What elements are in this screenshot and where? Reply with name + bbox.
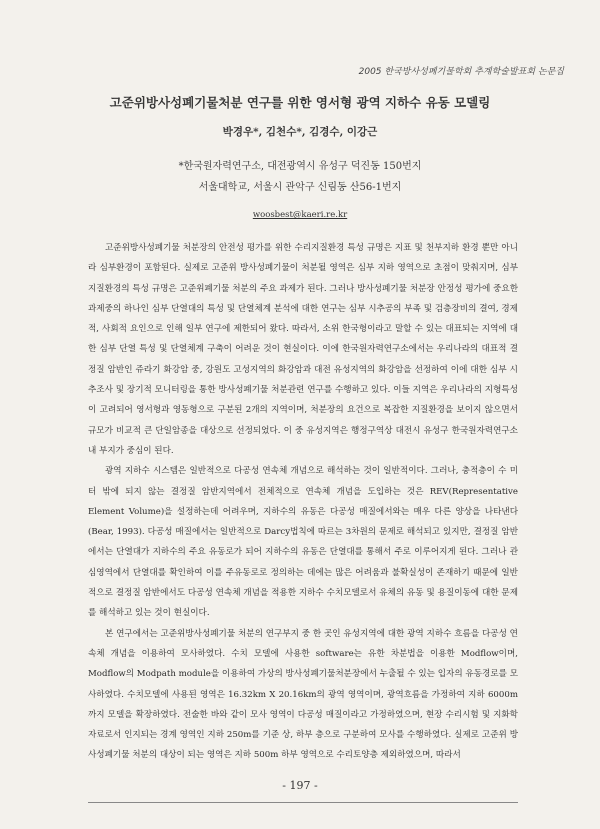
author-list: 박경우*, 김천수*, 김경수, 이강근 [222, 126, 378, 138]
contact-email[interactable]: woosbest@kaeri.re.kr [252, 210, 348, 220]
paper-title: 고준위방사성폐기물처분 연구를 위한 영서형 광역 지하수 유동 모델링 [109, 95, 491, 110]
paragraph-3: 본 연구에서는 고준위방사성폐기물 처분의 연구부지 중 한 곳인 유성지역에 대한 광역 지하수 흐름을 다공성 연속체 개념을 이용하여 모사하였다. 수치 모델에 사용한 software는 유한 차분법을 이용한 Modflow이며, Modflow의 Modpath module을 이용하여 가상의 방사성폐기물처분장에서 누출될 수 있는 입자의 유동경로를 모사하였다. 수치모델에 사용된 영역은 16.32km X 20.16km의 광역 영역이며, 광역흐름을 가정하여 지하 6000m까지 모델을 확장하였다. 전술한 바와 같이 모사 영역이 다공성 매질이라고 가정하였으며, 현장 수리시험 및 지화학 자료로서 인지되는 경계 영역인 지하 250m를 기준 상, 하부 층으로 구분하여 모사를 수행하였다. 실제로 고준위 방사성폐기물 처분의 대상이 되는 영역은 지하 500m 하부 영역으로 수리토양층 제외하였으며, 따라서 [88, 628, 518, 761]
affiliation-1: *한국원자력연구소, 대전광역시 유성구 덕진동 150번지 [178, 161, 422, 172]
running-header: 2005 한국방사성폐기물학회 추계학술발표회 논문집 [358, 67, 564, 77]
affiliation-2: 서울대학교, 서울시 관악구 신림동 산56-1번지 [198, 182, 402, 193]
paragraph-1: 고준위방사성폐기물 처분장의 안전성 평가를 위한 수리지질환경 특성 규명은 지표 및 천부지하 환경 뿐만 아니라 심부환경이 포함된다. 실제로 고준위 방사성폐기물이 처분될 영역은 심부 지하 영역으로 초점이 맞춰지며, 심부지질환경의 특성 규명은 고준위폐기물 처분의 주요 과제가 된다. 그러나 방사성폐기물 처분장 안정성 평가에 중요한 과제중의 하나인 심부 단열대의 특성 및 단열체계 분석에 대한 연구는 심부 시추공의 부족 및 검층장비의 결여, 경제적, 사회적 요인으로 인해 일부 연구에 제한되어 왔다. 따라서, 소위 한국형이라고 말할 수 있는 대표되는 지역에 대한 심부 단열 특성 및 단열체계 구축이 어려운 것이 현실이다. 이에 한국원자력연구소에서는 우리나라의 대표적 결정질 암반인 쥬라기 화강암 중, 강원도 고성지역의 화강암과 대전 유성지역의 화강암을 선정하여 이에 대한 심부 시추조사 및 장기적 모니터링을 통한 방사성폐기물 처분관련 연구를 수행하고 있다. 이들 지역은 우리나라의 지형특성이 고려되어 영서형과 영동형으로 구분된 2개의 지역이며, 처분장의 요건으로 복잡한 지질환경을 보이지 않으면서 규모가 비교적 큰 단일암종을 대상으로 선정되었다. 이 중 유성지역은 행정구역상 대전시 유성구 한국원자력연구소내 부지가 중심이 된다. [88, 243, 518, 456]
body-text [88, 238, 518, 766]
page-number: - 197 - [282, 779, 318, 792]
footer-divider [88, 802, 518, 803]
paragraph-2: 광역 지하수 시스템은 일반적으로 다공성 연속체 개념으로 해석하는 것이 일반적이다. 그러나, 충적층이 수 미터 밖에 되지 않는 결정질 암반지역에서 전체적으로 연속체 개념을 도입하는 것은 REV(Representative Element Volume)을 설정하는데 어려우며, 지하수의 유동은 다공성 매질에서와는 매우 다른 양상을 나타낸다(Bear, 1993). 다공성 매질에서는 일반적으로 Darcy법칙에 따르는 3차원의 문제로 해석되고 있지만, 결정질 암반에서는 단열대가 지하수의 주요 유동로가 되어 지하수의 유동은 단열대를 통해서 주로 이루어지게 된다. 그러나 관심영역에서 단열대를 확인하여 이를 주유동로로 정의하는 데에는 많은 어려움과 불확실성이 존재하기 때문에 일반적으로 결정질 암반에서도 다공성 연속체 개념을 적용한 지하수 수치모델로서 유체의 유동 및 용질이동에 대한 문제를 해석하고 있는 것이 현실이다. [88, 466, 518, 619]
